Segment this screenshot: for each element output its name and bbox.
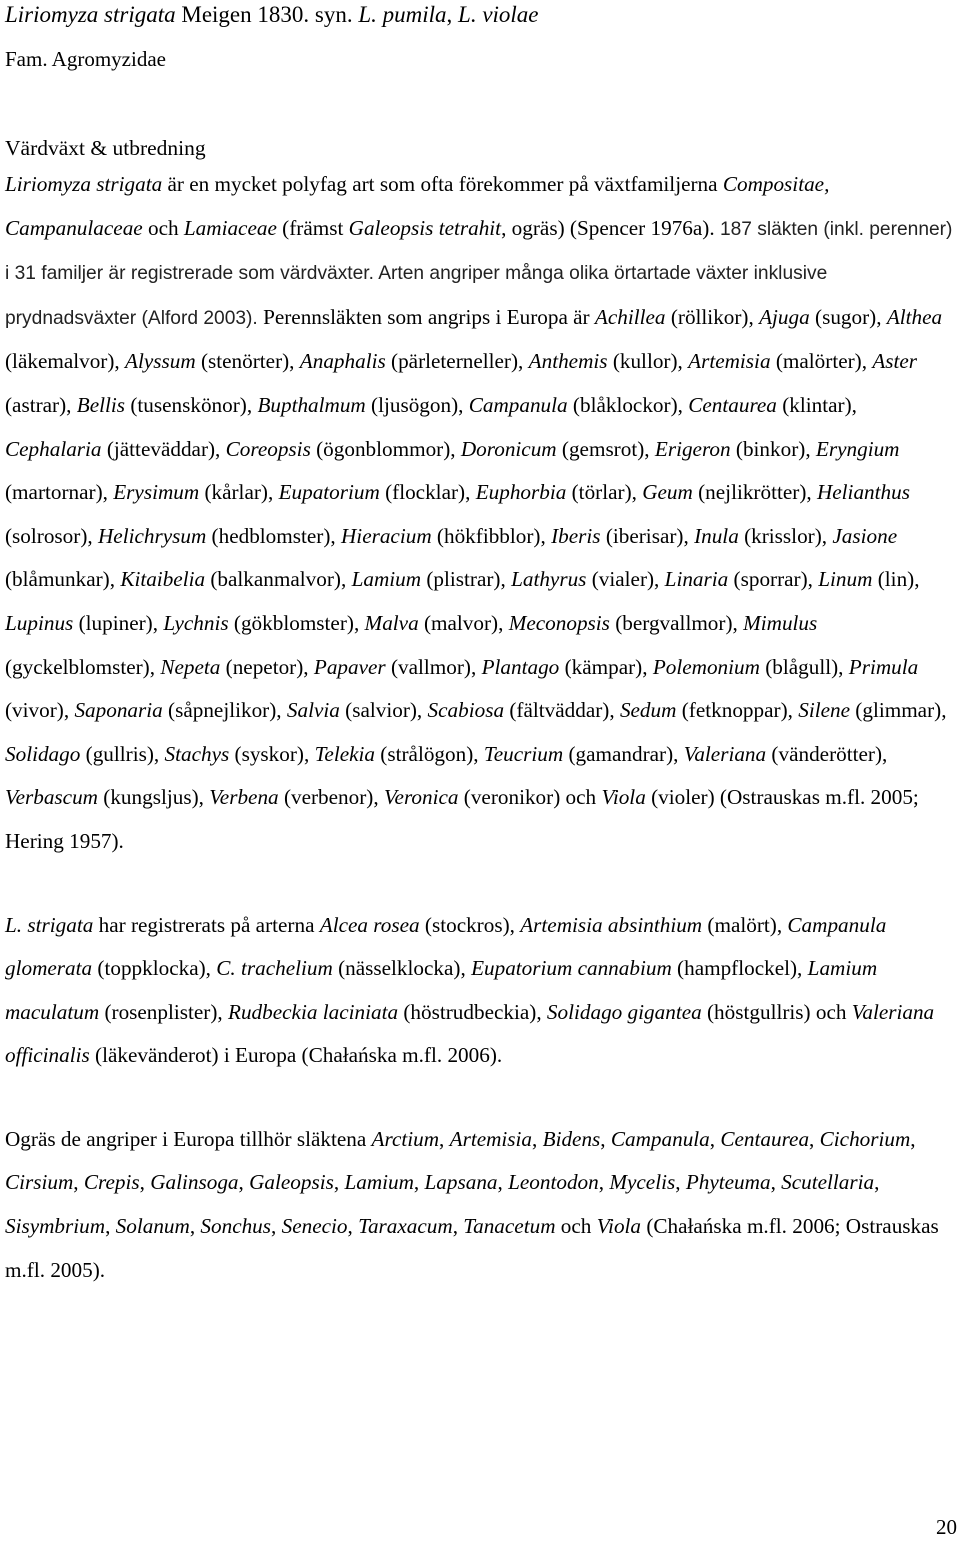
text-run: (krisslor), xyxy=(738,523,833,548)
section-heading: Värdväxt & utbredning xyxy=(5,136,206,160)
paragraph-host-plants xyxy=(5,163,957,864)
italic-text-run: Helianthus xyxy=(816,480,910,505)
italic-text-run: Silene xyxy=(798,698,850,723)
text-run: (salvior), xyxy=(339,698,428,723)
italic-text-run: Meconopsis xyxy=(508,610,610,635)
italic-text-run: Anaphalis xyxy=(299,349,386,374)
text-run: har registrerats på arterna xyxy=(93,912,320,937)
text-run: (toppklocka), xyxy=(92,956,217,981)
text-run: (gemsrot), xyxy=(556,436,655,461)
italic-text-run: Euphorbia xyxy=(475,480,567,505)
text-run: (tusenskönor), xyxy=(125,392,258,417)
italic-text-run: Ajuga xyxy=(759,304,810,329)
italic-text-run: Galeopsis xyxy=(249,1170,334,1195)
italic-text-run: Senecio xyxy=(281,1214,348,1239)
italic-text-run: Galeopsis tetrahit xyxy=(348,215,502,240)
italic-text-run: Mimulus xyxy=(743,610,818,635)
document-page xyxy=(5,0,957,1292)
italic-text-run: Verbena xyxy=(209,785,279,810)
text-run: (lin), xyxy=(872,567,920,592)
italic-text-run: Primula xyxy=(848,654,919,679)
italic-text-run: Sonchus xyxy=(200,1214,272,1239)
text-run: , xyxy=(600,1126,611,1151)
italic-text-run: Artemisia xyxy=(449,1126,533,1151)
text-run: (vänderötter), xyxy=(766,741,888,766)
text-run: , xyxy=(675,1170,686,1195)
text-run: (vivor), xyxy=(5,698,75,723)
text-run: (främst xyxy=(276,215,349,240)
text-run: (violer) (Ostrauskas m.fl. 2005; Hering 1957). xyxy=(5,785,919,853)
italic-text-run: Eupatorium xyxy=(278,480,380,505)
italic-text-run: Taraxacum xyxy=(358,1214,453,1239)
italic-text-run: Cirsium xyxy=(5,1170,74,1195)
italic-text-run: Iberis xyxy=(551,523,601,548)
italic-text-run: Jasione xyxy=(832,523,898,548)
text-run: , xyxy=(333,1170,345,1195)
text-run: (jätteväddar), xyxy=(101,436,226,461)
italic-text-run: Phyteuma xyxy=(685,1170,771,1195)
text-run: , xyxy=(439,1126,450,1151)
italic-text-run: Veronica xyxy=(383,785,459,810)
species-name: Liriomyza strigata xyxy=(5,2,176,27)
italic-text-run: Hieracium xyxy=(341,523,432,548)
italic-text-run: Inula xyxy=(694,523,739,548)
italic-text-run: Aster xyxy=(872,349,918,374)
italic-text-run: Viola xyxy=(596,1214,642,1239)
italic-text-run: Viola xyxy=(601,785,646,810)
italic-text-run: Solanum xyxy=(115,1214,190,1239)
text-run: , xyxy=(809,1126,820,1151)
italic-text-run: Anthemis xyxy=(528,349,608,374)
text-run: (höstrudbeckia), xyxy=(398,999,547,1024)
italic-text-run: Eryngium xyxy=(815,436,900,461)
text-run: (veronikor) och xyxy=(458,785,602,810)
text-run: (kämpar), xyxy=(559,654,653,679)
text-run: , xyxy=(874,1170,880,1195)
italic-text-run: Campanula glomerata xyxy=(5,912,887,981)
family-line: Fam. Agromyzidae xyxy=(5,47,166,71)
text-run: (röllikor), xyxy=(665,304,760,329)
text-run: (blåmunkar), xyxy=(5,567,121,592)
italic-text-run: Erysimum xyxy=(113,480,200,505)
italic-text-run: Achillea xyxy=(594,304,666,329)
italic-text-run: Bidens xyxy=(542,1126,601,1151)
text-run: (lupiner), xyxy=(73,610,164,635)
italic-text-run: Teucrium xyxy=(483,741,564,766)
italic-text-run: Lathyrus xyxy=(511,567,587,592)
text-run: (malvor), xyxy=(418,610,509,635)
italic-text-run: Lamiaceae xyxy=(183,215,277,240)
italic-text-run: Arctium xyxy=(371,1126,440,1151)
italic-text-run: Lapsana xyxy=(424,1170,498,1195)
text-run: (strålögon), xyxy=(375,741,484,766)
italic-text-run: Liriomyza strigata xyxy=(5,172,163,196)
text-run: (ögonblommor), xyxy=(310,436,461,461)
text-run: , xyxy=(910,1126,916,1151)
italic-text-run: Sedum xyxy=(619,698,677,723)
text-run: , xyxy=(347,1214,359,1239)
italic-text-run: Galinsoga xyxy=(150,1170,239,1195)
italic-text-run: Cephalaria xyxy=(5,436,102,461)
italic-text-run: Valeriana xyxy=(683,741,767,766)
text-run: , xyxy=(105,1214,116,1239)
italic-text-run: Leontodon xyxy=(508,1170,599,1195)
italic-text-run: Bupthalmum xyxy=(257,392,366,417)
text-run: (astrar), xyxy=(5,392,77,417)
text-run: , ogräs) (Spencer 1976a). xyxy=(501,215,720,240)
italic-text-run: Cichorium xyxy=(819,1126,911,1151)
italic-text-run: Campanula xyxy=(468,392,568,417)
text-run: (läkevänderot) i Europa (Chałańska m.fl. 2006). xyxy=(89,1043,503,1068)
text-run: (malörter), xyxy=(770,349,873,374)
text-run: och xyxy=(555,1214,597,1239)
italic-text-run: Scutellaria xyxy=(781,1170,875,1195)
italic-text-run: Nepeta xyxy=(160,654,221,679)
italic-text-run: Papaver xyxy=(313,654,386,679)
italic-text-run: C. trachelium xyxy=(216,956,333,981)
text-run: (kullor), xyxy=(607,349,689,374)
italic-text-run: Valeriana officinalis xyxy=(5,999,935,1068)
italic-text-run: Artemisia absinthium xyxy=(520,912,703,937)
text-run: , xyxy=(532,1126,543,1151)
text-run: (glimmar), xyxy=(850,698,947,723)
italic-text-run: Althea xyxy=(886,304,943,329)
italic-text-run: Alcea rosea xyxy=(319,912,420,937)
italic-text-run: Solidago gigantea xyxy=(546,999,702,1024)
italic-text-run: Lamium maculatum xyxy=(5,956,878,1024)
italic-text-run: Centaurea xyxy=(688,392,777,417)
italic-text-run: Plantago xyxy=(481,654,560,679)
text-run: , xyxy=(413,1170,425,1195)
species-title xyxy=(5,0,957,30)
text-run: (gyckelblomster), xyxy=(5,654,161,679)
text-run: , xyxy=(770,1170,782,1195)
text-run: 187 släkten (inkl. perenner) i 31 familjer är registrerade som värdväxter. Arten angriper många olika örtartade växter inklusive prydnadsväxter (Alford 2003). xyxy=(5,218,953,329)
text-run: , xyxy=(598,1170,610,1195)
text-run: , xyxy=(452,1214,464,1239)
text-run: (iberisar), xyxy=(600,523,695,548)
species-author: Meigen 1830. syn. xyxy=(175,2,359,27)
italic-text-run: Erigeron xyxy=(654,436,731,461)
text-run: (gökblomster), xyxy=(228,610,365,635)
italic-text-run: Crepis xyxy=(83,1170,140,1195)
italic-text-run: Sisymbrium xyxy=(5,1214,106,1239)
italic-text-run: Solidago xyxy=(5,741,81,766)
text-run: (binkor), xyxy=(730,436,816,461)
italic-text-run: Linum xyxy=(818,567,873,592)
text-run: (malört), xyxy=(702,912,788,937)
italic-text-run: Doronicum xyxy=(460,436,557,461)
text-run: , xyxy=(189,1214,201,1239)
text-run: (sporrar), xyxy=(728,567,819,592)
text-run: (martornar), xyxy=(5,480,114,505)
text-run: (gullris), xyxy=(80,741,165,766)
text-run: (läkemalvor), xyxy=(5,349,126,374)
page-number: 20 xyxy=(936,1515,957,1539)
text-run: (flocklar), xyxy=(379,480,476,505)
italic-text-run: Rudbeckia laciniata xyxy=(228,999,399,1024)
italic-text-run: Lupinus xyxy=(5,610,74,635)
paragraph-registered-species xyxy=(5,904,957,1078)
text-run: (hökfibblor), xyxy=(431,523,552,548)
text-run: (pärleterneller), xyxy=(385,349,529,374)
italic-text-run: Lamium xyxy=(344,1170,414,1195)
text-run: (kungsljus), xyxy=(97,785,210,810)
text-run: (klintar), xyxy=(776,392,857,417)
text-run: (blågull), xyxy=(759,654,849,679)
text-run: och xyxy=(142,215,184,240)
text-run: (fältväddar), xyxy=(504,698,620,723)
text-run: (såpnejlikor), xyxy=(162,698,287,723)
text-run: (blåklockor), xyxy=(567,392,689,417)
italic-text-run: Polemonium xyxy=(652,654,760,679)
text-run: (balkanmalvor), xyxy=(205,567,352,592)
synonym-1: L. pumila xyxy=(358,2,447,27)
text-run: är en mycket polyfag art som ofta förekommer på växtfamiljerna xyxy=(162,172,723,196)
italic-text-run: Lamium xyxy=(351,567,422,592)
text-run: (rosenplister), xyxy=(99,999,229,1024)
italic-text-run: Tanacetum xyxy=(463,1214,556,1239)
text-run: (bergvallmor), xyxy=(609,610,744,635)
italic-text-run: Salvia xyxy=(286,698,340,723)
italic-text-run: Helichrysum xyxy=(97,523,207,548)
text-run: (plistrar), xyxy=(421,567,512,592)
text-run: (hedblomster), xyxy=(206,523,341,548)
italic-text-run: Saponaria xyxy=(74,698,163,723)
text-run: (nepetor), xyxy=(220,654,314,679)
text-run: , xyxy=(497,1170,509,1195)
italic-text-run: Kitaibelia xyxy=(120,567,206,592)
text-run: (solrosor), xyxy=(5,523,98,548)
text-run: (höstgullris) och xyxy=(701,999,852,1024)
text-run: , xyxy=(238,1170,250,1195)
italic-text-run: Telekia xyxy=(314,741,375,766)
text-run: (fetknoppar), xyxy=(676,698,799,723)
synonym-separator: , xyxy=(446,2,459,27)
text-run: (verbenor), xyxy=(278,785,384,810)
italic-text-run: Scabiosa xyxy=(427,698,505,723)
text-run: (vialer), xyxy=(586,567,665,592)
italic-text-run: Campanula xyxy=(610,1126,710,1151)
italic-text-run: Malva xyxy=(364,610,419,635)
italic-text-run: Coreopsis xyxy=(225,436,311,461)
text-run: (nejlikrötter), xyxy=(692,480,817,505)
text-run: (ljusögon), xyxy=(365,392,469,417)
text-run: (hampflockel), xyxy=(671,956,808,981)
text-run: (kårlar), xyxy=(199,480,279,505)
italic-text-run: Eupatorium cannabium xyxy=(471,956,672,981)
text-run: (Chałańska m.fl. 2006; Ostrauskas m.fl. 2005). xyxy=(5,1214,939,1282)
italic-text-run: Verbascum xyxy=(5,785,98,810)
text-run: (stockros), xyxy=(419,912,521,937)
text-run: , xyxy=(271,1214,282,1239)
italic-text-run: Lychnis xyxy=(163,610,229,635)
italic-text-run: Bellis xyxy=(76,392,126,417)
italic-text-run: Artemisia xyxy=(688,349,771,374)
italic-text-run: Linaria xyxy=(664,567,729,592)
italic-text-run: Compositae, Campanulaceae xyxy=(5,172,830,240)
italic-text-run: Geum xyxy=(642,480,693,505)
text-run: Ogräs de angriper i Europa tillhör släktena xyxy=(5,1126,372,1151)
text-run: (nässelklocka), xyxy=(332,956,472,981)
text-run: , xyxy=(73,1170,84,1195)
italic-text-run: Mycelis xyxy=(609,1170,676,1195)
paragraph-weeds xyxy=(5,1118,957,1292)
italic-text-run: Alyssum xyxy=(125,349,196,374)
text-run: (stenörter), xyxy=(195,349,300,374)
text-run: , xyxy=(139,1170,151,1195)
text-run: (vallmor), xyxy=(385,654,482,679)
italic-text-run: Centaurea xyxy=(720,1126,810,1151)
text-run: (sugor), xyxy=(809,304,887,329)
text-run: (törlar), xyxy=(566,480,643,505)
text-run: (syskor), xyxy=(229,741,315,766)
text-run: , xyxy=(709,1126,721,1151)
text-run: Perennsläkten som angrips i Europa är xyxy=(257,304,595,329)
italic-text-run: L. strigata xyxy=(5,912,94,937)
synonym-2: L. violae xyxy=(458,2,539,27)
text-run: (gamandrar), xyxy=(563,741,684,766)
italic-text-run: Stachys xyxy=(164,741,230,766)
